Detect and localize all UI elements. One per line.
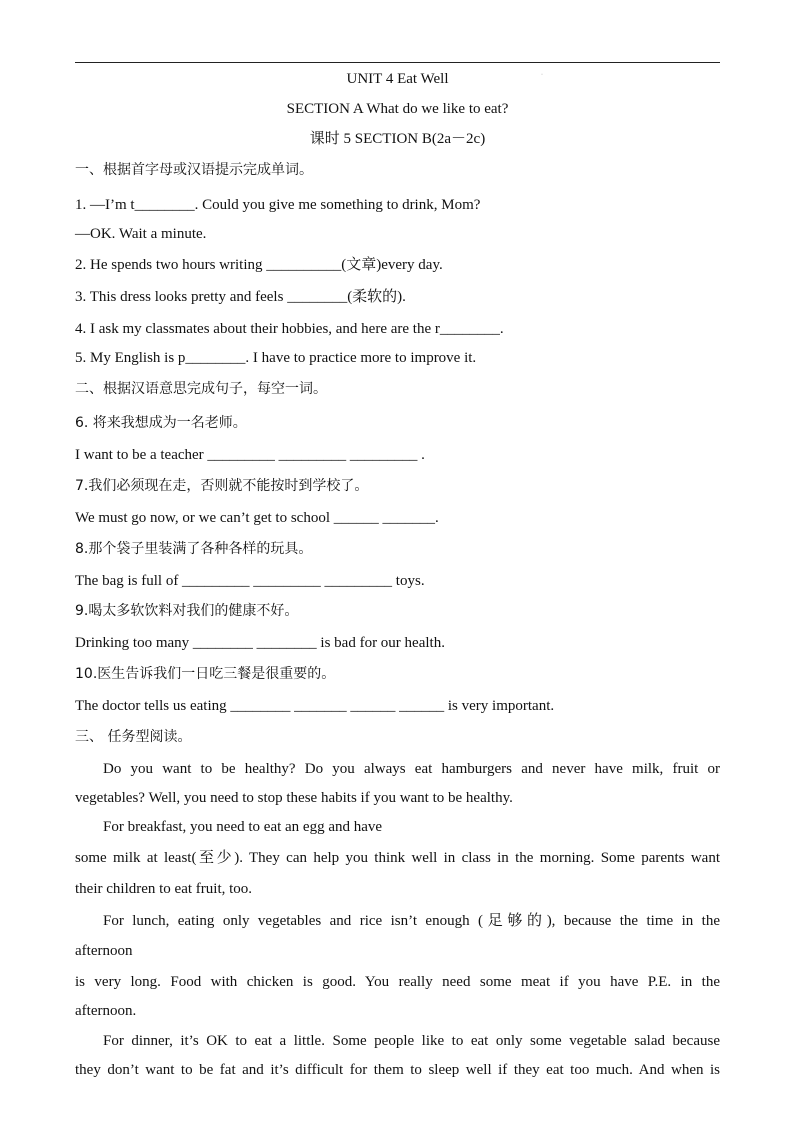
- passage-line-7: afternoon: [75, 943, 133, 959]
- section-title: SECTION A What do we like to eat?: [286, 101, 509, 117]
- passage-line-3: For breakfast, you need to eat an egg and have: [103, 819, 383, 835]
- question-3: 3. This dress looks pretty and feels ________(柔软的).: [75, 289, 406, 305]
- part2-heading: 二、根据汉语意思完成句子，每空一词。: [75, 381, 327, 397]
- unit-title: UNIT 4 Eat Well: [346, 71, 449, 87]
- question-6-chinese: 6. 将来我想成为一名老师。: [75, 415, 247, 431]
- question-1-reply: —OK. Wait a minute.: [75, 226, 207, 242]
- question-10-chinese: 10.医生告诉我们一日吃三餐是很重要的。: [75, 666, 336, 682]
- question-9-english: Drinking too many ________ ________ is bad for our health.: [75, 635, 445, 651]
- passage-line-4: some milk at least(至少). They can help you think well in class in the morning. Some parents want: [75, 850, 720, 866]
- stray-mark: ·: [541, 72, 543, 78]
- passage-line-6: For lunch, eating only vegetables and rice isn’t enough (足够的), because the time in the: [103, 913, 720, 929]
- passage-line-10: For dinner, it’s OK to eat a little. Some people like to eat only some vegetable salad because: [103, 1033, 720, 1049]
- question-6-english: I want to be a teacher _________ _________ _________ .: [75, 447, 425, 463]
- question-8-chinese: 8.那个袋子里装满了各种各样的玩具。: [75, 541, 313, 557]
- question-5: 5. My English is p________. I have to practice more to improve it.: [75, 350, 477, 366]
- passage-line-2: vegetables? Well, you need to stop these habits if you want to be healthy.: [75, 790, 513, 806]
- question-2: 2. He spends two hours writing __________(文章)every day.: [75, 257, 443, 273]
- part1-heading: 一、根据首字母或汉语提示完成单词。: [75, 162, 313, 178]
- question-9-chinese: 9.喝太多软饮料对我们的健康不好。: [75, 603, 299, 619]
- header-rule: [75, 62, 720, 63]
- question-7-english: We must go now, or we can’t get to school ______ _______.: [75, 510, 439, 526]
- question-7-chinese: 7.我们必须现在走，否则就不能按时到学校了。: [75, 478, 369, 494]
- passage-line-9: afternoon.: [75, 1003, 137, 1019]
- passage-line-8: is very long. Food with chicken is good. You really need some meat if you have P.E. in the: [75, 974, 720, 990]
- question-10-english: The doctor tells us eating ________ _______ ______ ______ is very important.: [75, 698, 555, 714]
- passage-line-11: they don’t want to be fat and it’s difficult for them to sleep well if they eat too much. And when is: [75, 1062, 720, 1078]
- passage-line-5: their children to eat fruit, too.: [75, 881, 253, 897]
- question-4: 4. I ask my classmates about their hobbies, and here are the r________.: [75, 321, 504, 337]
- lesson-title: 课时 5 SECTION B(2a－2c): [309, 131, 486, 147]
- question-1: 1. —I’m t________. Could you give me something to drink, Mom?: [75, 197, 481, 213]
- part3-heading: 三、 任务型阅读。: [75, 729, 192, 745]
- question-8-english: The bag is full of _________ _________ _________ toys.: [75, 573, 425, 589]
- passage-line-1: Do you want to be healthy? Do you always eat hamburgers and never have milk, fruit or: [103, 761, 720, 777]
